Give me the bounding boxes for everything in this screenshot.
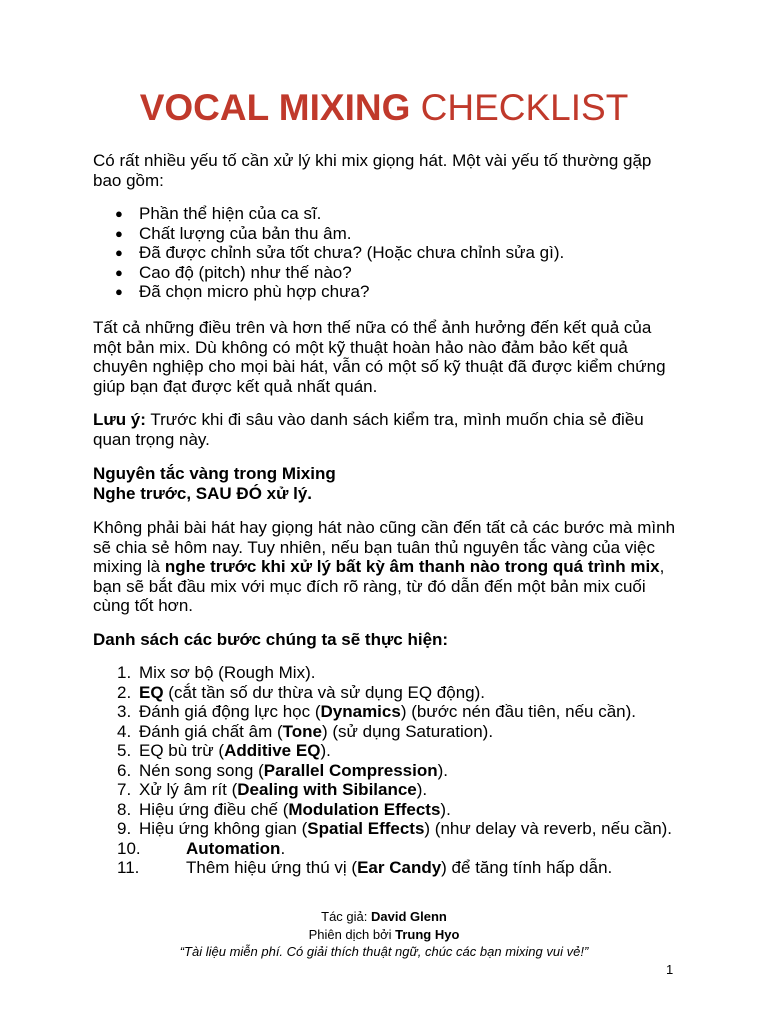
item-text: ). (320, 741, 331, 760)
item-number: 10. (117, 838, 141, 858)
item-bold: Parallel Compression (263, 760, 438, 780)
item-number: 9. (117, 819, 132, 838)
item-number: 8. (117, 799, 132, 819)
golden-rule (93, 464, 683, 503)
author-label: Tác giả: (321, 909, 371, 924)
translator-name: Trung Hyo (395, 927, 460, 942)
note-paragraph (93, 410, 683, 449)
item-text: Thêm hiệu ứng thú vị ( (186, 858, 358, 877)
item-text: ) (sử dụng Saturation). (322, 721, 494, 741)
item-text: ) (như delay và reverb, nếu cần). (424, 819, 673, 838)
list-item (93, 858, 683, 878)
note-label: Lưu ý: (93, 410, 146, 429)
page-number: 1 (666, 962, 674, 977)
author-name: David Glenn (371, 909, 447, 924)
list-item (93, 702, 683, 722)
list-item (93, 780, 683, 800)
item-number: 1. (117, 663, 132, 682)
list-item: ● Đã chọn micro phù hợp chưa? (93, 282, 564, 302)
item-number: 6. (117, 760, 132, 780)
steps-list (93, 663, 683, 878)
footer-quote: “Tài liệu miễn phí. Có giải thích thuật ngữ, chúc các bạn mixing vui vẻ!” (179, 944, 589, 959)
item-number: 2. (117, 682, 132, 702)
intro-paragraph: Có rất nhiều yếu tố cần xử lý khi mix giọng hát. Một vài yếu tố thường gặp bao gồm: (93, 151, 652, 190)
item-text: Đánh giá động lực học ( (139, 702, 321, 721)
list-item: ● Cao độ (pitch) như thế nào? (93, 263, 564, 283)
title-rest: CHECKLIST (410, 87, 629, 128)
item-text: ). (416, 780, 428, 799)
item-bold: EQ (139, 682, 164, 702)
title-bold: VOCAL MIXING (139, 87, 411, 128)
body-paragraph (93, 518, 683, 616)
item-bold: Ear Candy (357, 858, 442, 877)
item-text: Hiệu ứng điều chế ( (139, 799, 289, 819)
list-item: ● Phần thể hiện của ca sĩ. (93, 204, 564, 224)
item-number: 5. (117, 741, 132, 760)
body-paragraph: Tất cả những điều trên và hơn thế nữa có thể ảnh hưởng đến kết quả của một bản mix. Dù không có một kỹ thuật hoàn hảo nào đảm bảo kết quả chuyên nghiệp cho mọi bài hát, vẫn có một số kỹ thuật đã được kiểm chứng giúp bạn đạt được kết quả nhất quán. (93, 318, 666, 396)
footer-translator (0, 926, 768, 943)
item-bold: Dealing with Sibilance (237, 780, 417, 799)
item-text: ). (440, 799, 451, 819)
item-text: (cắt tần số dư thừa và sử dụng EQ động). (163, 682, 485, 702)
item-text: ) để tăng tính hấp dẫn. (441, 858, 613, 877)
list-item (93, 722, 683, 742)
item-text: Nén song song ( (139, 760, 264, 780)
item-text: EQ bù trừ ( (139, 741, 225, 760)
item-text: Đánh giá chất âm ( (139, 721, 283, 741)
item-text: ) (bước nén đầu tiên, nếu cần). (400, 702, 636, 721)
factor-list (93, 204, 564, 302)
item-bold: Modulation Effects (288, 799, 441, 819)
item-bold: Spatial Effects (307, 819, 425, 838)
paragraph-bold: nghe trước khi xử lý bất kỳ âm thanh nào trong quá trình mix (164, 557, 660, 576)
steps-heading: Danh sách các bước chúng ta sẽ thực hiện: (93, 630, 449, 649)
list-item (93, 761, 683, 781)
list-item (93, 683, 683, 703)
list-item (93, 663, 683, 683)
item-bold: Additive EQ (224, 741, 321, 760)
footer-author (0, 908, 768, 925)
item-text: ). (437, 760, 448, 780)
list-item (93, 839, 683, 859)
list-item: ● Chất lượng của bản thu âm. (93, 224, 564, 244)
item-text: Hiệu ứng không gian ( (139, 819, 308, 838)
list-item (93, 819, 683, 839)
item-number: 7. (117, 780, 132, 799)
item-bold: Automation (186, 838, 281, 858)
paragraph-text: Không phải bài hát hay giọng hát nào cũng cần đến tất cả các bước mà mình sẽ chia sẻ hôm nay. Tuy nhiên, nếu bạn tuân thủ nguyên tắc vàng của việc mixing là (93, 518, 676, 576)
note-text: Trước khi đi sâu vào danh sách kiểm tra, mình muốn chia sẻ điều quan trọng này. (93, 410, 644, 449)
item-bold: Tone (282, 721, 322, 741)
translator-label: Phiên dịch bởi (308, 927, 396, 942)
item-text: Mix sơ bộ (Rough Mix). (139, 663, 316, 682)
item-number: 4. (117, 721, 132, 741)
item-text: . (280, 838, 286, 858)
item-text: Xử lý âm rít ( (139, 780, 238, 799)
list-item (93, 741, 683, 761)
list-item (93, 800, 683, 820)
item-number: 11. (117, 858, 140, 877)
golden-rule-text: Nghe trước, SAU ĐÓ xử lý. (93, 483, 313, 503)
item-number: 3. (117, 702, 132, 721)
list-item: ● Đã được chỉnh sửa tốt chưa? (Hoặc chưa chỉnh sửa gì). (93, 243, 564, 263)
golden-rule-title: Nguyên tắc vàng trong Mixing (93, 464, 336, 483)
document-title (0, 86, 768, 130)
item-bold: Dynamics (320, 702, 401, 721)
paragraph-text: , bạn sẽ bắt đầu mix với mục đích rõ ràng, từ đó dẫn đến một bản mix cuối cùng tốt hơn. (93, 557, 665, 615)
